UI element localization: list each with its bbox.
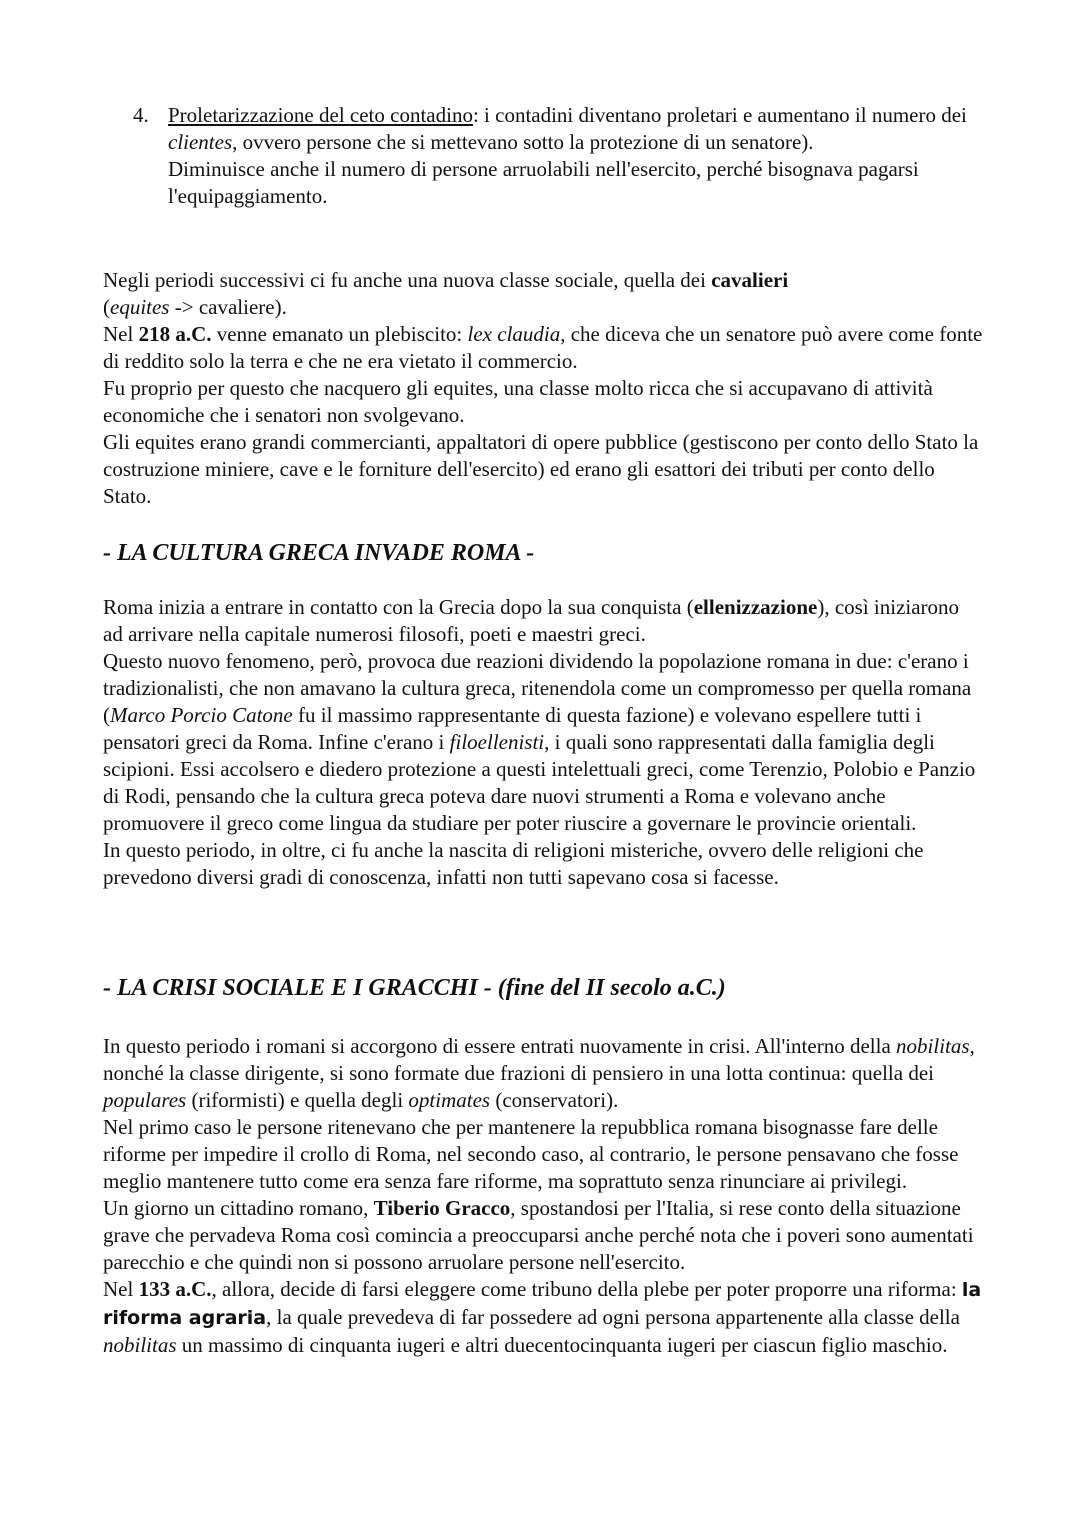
paragraph-crisi-sociale: In questo periodo i romani si accorgono di essere entrati nuovamente in crisi. All'interno della nobilitas, nonché la classe dirigente, si sono formate due frazioni di pensiero in una lotta continua: quella dei populares (riformisti) e quella degli optimates (conservatori). Nel primo caso le persone ritenevano che per mantenere la repubblica romana bisognasse fare delle riforme per impedire il crollo di Roma, nel secondo caso, al contrario, le persone pensavano che fosse meglio mantenere tutto come era senza fare riforme, ma soprattuto senza rinunciare ai privilegi. Un giorno un cittadino romano, Tiberio Gracco, spostandosi per l'Italia, si rese conto della situazione grave che pervadeva Roma così comincia a preoccuparsi anche perché nota che i poveri sono aumentati parecchio e che quindi non si possono arruolare persone nell'esercito. Nel 133 a.C., allora, decide di farsi eleggere come tribuno della plebe per poter proporre una riforma: la riforma agraria, la quale prevedeva di far possedere ad ogni persona appartenente alla classe della nobilitas un massimo di cinquanta iugeri e altri duecentocinquanta iugeri per ciascun figlio maschio. [103,1034,982,1357]
heading-crisi-sociale: - LA CRISI SOCIALE E I GRACCHI - (fine del II secolo a.C.) [103,975,726,1001]
item-title: Proletarizzazione del ceto contadino [168,103,473,127]
heading-cultura-greca: - LA CULTURA GRECA INVADE ROMA - [103,540,535,566]
list-item-text: Proletarizzazione del ceto contadino: i contadini diventano proletari e aumentano il numero dei clientes, ovvero persone che si mettevano sotto la protezione di un senatore). Diminuisce anche il numero di persone arruolabili nell'esercito, perché bisognava pagarsi l'equipaggiamento. [168,103,967,208]
paragraph-cultura-greca: Roma inizia a entrare in contatto con la Grecia dopo la sua conquista (ellenizzazione), così iniziarono ad arrivare nella capitale numerosi filosofi, poeti e maestri greci. Questo nuovo fenomeno, però, provoca due reazioni dividendo la popolazione romana in due: c'erano i tradizionalisti, che non amavano la cultura greca, ritenendola come un compromesso per quella romana (Marco Porcio Catone fu il massimo rappresentante di questa fazione) e volevano espellere tutti i pensatori greci da Roma. Infine c'erano i filoellenisti, i quali sono rappresentati dalla famiglia degli scipioni. Essi accolsero e diedero protezione a questi intelettuali greci, come Terenzio, Polobio e Panzio di Rodi, pensando che la cultura greca poteva dare nuovi strumenti a Roma e volevano anche promuovere il greco come lingua da studiare per poter riuscire a governare le provincie orientali. In questo periodo, in oltre, ci fu anche la nascita di religioni misteriche, ovvero delle religioni che prevedono diversi gradi di conoscenza, infatti non tutti sapevano cosa si facesse. [103,595,976,889]
paragraph-cavalieri: Negli periodi successivi ci fu anche una nuova classe sociale, quella dei cavalieri (equites -> cavaliere). Nel 218 a.C. venne emanato un plebiscito: lex claudia, che diceva che un senatore può avere come fonte di reddito solo la terra e che ne era vietato il commercio. Fu proprio per questo che nacquero gli equites, una classe molto ricca che si accupavano di attività economiche che i senatori non svolgevano. Gli equites erano grandi commercianti, appaltatori di opere pubblice (gestiscono per conto dello Stato la costruzione miniere, cave e le forniture dell'esercito) ed erano gli esattori dei tributi per conto dello Stato. [103,268,983,508]
list-number: 4. [133,103,149,127]
